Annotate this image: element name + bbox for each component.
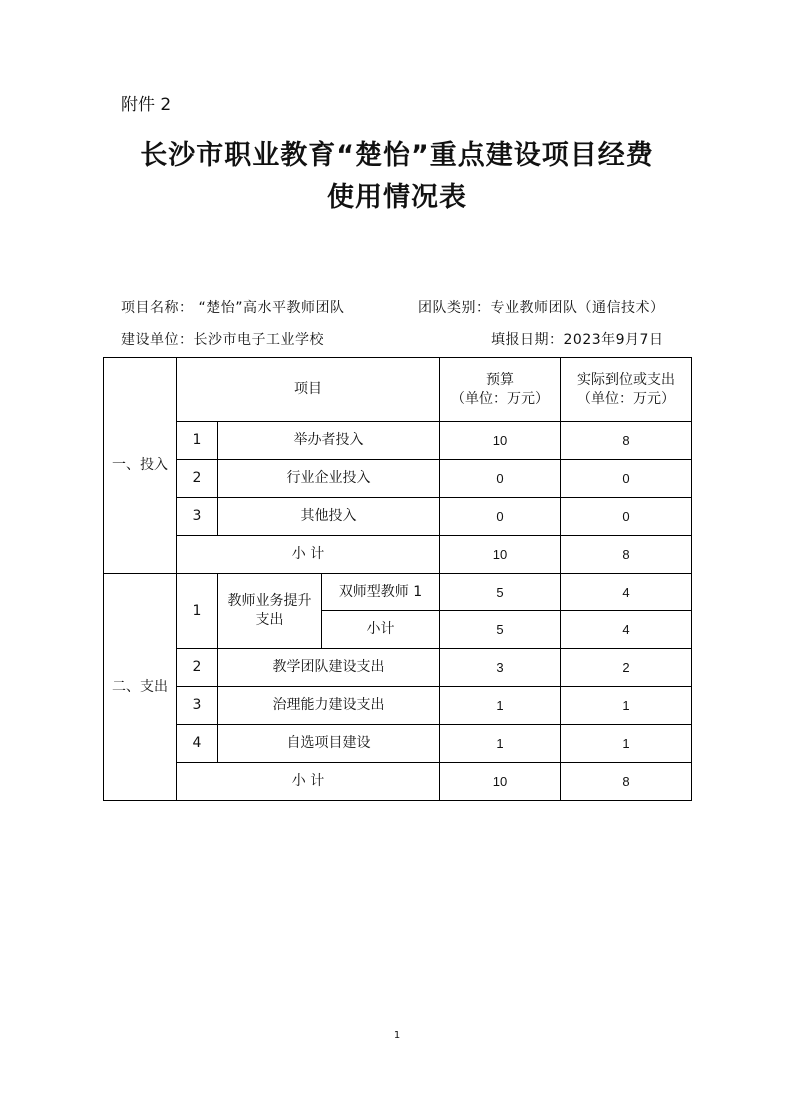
row-budget: 3 <box>440 649 561 687</box>
section-investment: 一、投入 <box>104 358 177 574</box>
row-name: 教学团队建设支出 <box>218 649 440 687</box>
row-name: 行业企业投入 <box>218 460 440 498</box>
table-row <box>104 574 692 611</box>
row-actual: 4 <box>561 611 692 649</box>
row-budget: 0 <box>440 498 561 536</box>
row-budget: 1 <box>440 725 561 763</box>
table-header-row <box>104 358 692 422</box>
page-number: 1 <box>393 1030 401 1041</box>
header-actual-unit: （单位：万元） <box>577 390 675 407</box>
row-budget: 0 <box>440 460 561 498</box>
report-date: 填报日期：2023年9月7日 <box>491 332 664 348</box>
subtotal-budget: 10 <box>440 536 561 574</box>
row-budget: 5 <box>440 611 561 649</box>
row-name: 其他投入 <box>218 498 440 536</box>
row-actual: 1 <box>561 687 692 725</box>
header-budget-label: 预算 <box>486 371 514 388</box>
table-row <box>104 498 692 536</box>
row-number: 2 <box>177 460 218 498</box>
row-budget: 10 <box>440 422 561 460</box>
subtotal-label: 小 计 <box>177 763 440 801</box>
construction-unit: 建设单位：长沙市电子工业学校 <box>121 332 324 348</box>
investment-subtotal-row <box>104 536 692 574</box>
row-number: 1 <box>177 422 218 460</box>
row-number: 1 <box>177 574 218 649</box>
funding-table <box>103 357 692 801</box>
header-actual-label: 实际到位或支出 <box>577 371 675 388</box>
header-budget <box>440 358 561 422</box>
row-name <box>218 574 322 649</box>
row-actual: 1 <box>561 725 692 763</box>
table-row <box>104 422 692 460</box>
attachment-label: 附件 2 <box>121 95 172 115</box>
project-name: 项目名称： “楚怡”高水平教师团队 <box>121 300 345 316</box>
page-title-line2: 使用情况表 <box>327 182 467 213</box>
sub-item-name: 双师型教师 1 <box>322 574 440 611</box>
team-type: 团队类别：专业教师团队（通信技术） <box>418 300 665 316</box>
row-actual: 8 <box>561 422 692 460</box>
subtotal-actual: 8 <box>561 536 692 574</box>
header-actual <box>561 358 692 422</box>
expense-subtotal-row <box>104 763 692 801</box>
row-name: 举办者投入 <box>218 422 440 460</box>
header-item: 项目 <box>177 358 440 422</box>
row-number: 3 <box>177 687 218 725</box>
row-actual: 4 <box>561 574 692 611</box>
page-title: 长沙市职业教育“楚怡”重点建设项目经费 <box>140 140 654 171</box>
subtotal-label: 小 计 <box>177 536 440 574</box>
sub-item-name: 小计 <box>322 611 440 649</box>
row-actual: 0 <box>561 498 692 536</box>
row-name-line2: 支出 <box>255 612 284 628</box>
row-number: 4 <box>177 725 218 763</box>
subtotal-actual: 8 <box>561 763 692 801</box>
table-row <box>104 725 692 763</box>
row-number: 3 <box>177 498 218 536</box>
row-name: 自选项目建设 <box>218 725 440 763</box>
row-name-line1: 教师业务提升 <box>227 593 312 609</box>
row-number: 2 <box>177 649 218 687</box>
row-budget: 5 <box>440 574 561 611</box>
header-budget-unit: （单位：万元） <box>451 390 549 407</box>
row-name: 治理能力建设支出 <box>218 687 440 725</box>
table-row <box>104 649 692 687</box>
table-row <box>104 687 692 725</box>
table-row <box>104 460 692 498</box>
section-expense: 二、支出 <box>104 574 177 801</box>
row-actual: 2 <box>561 649 692 687</box>
subtotal-budget: 10 <box>440 763 561 801</box>
row-budget: 1 <box>440 687 561 725</box>
row-actual: 0 <box>561 460 692 498</box>
